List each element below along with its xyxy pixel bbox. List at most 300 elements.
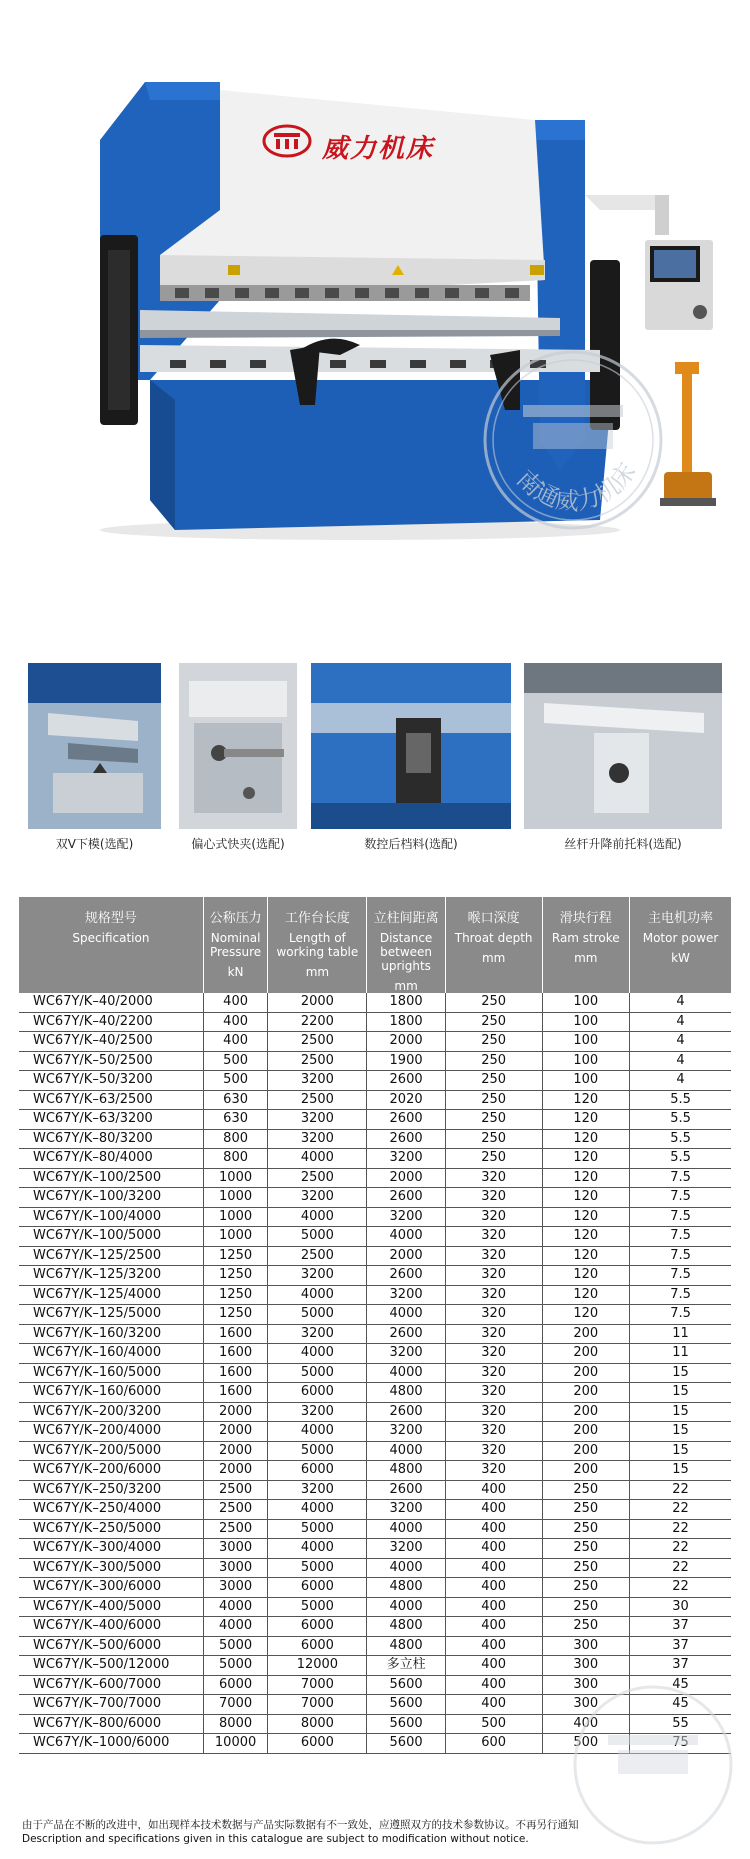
table-cell: 22 <box>630 1539 731 1559</box>
table-cell: 2500 <box>268 1051 367 1071</box>
table-cell: 250 <box>445 1012 542 1032</box>
table-cell: 400 <box>445 1500 542 1520</box>
brand-logo <box>262 124 312 158</box>
table-cell: 4 <box>630 1012 731 1032</box>
column-header-unit: mm <box>481 951 506 965</box>
table-cell: 4800 <box>367 1636 445 1656</box>
table-row <box>19 1188 731 1208</box>
table-cell: 600 <box>445 1734 542 1754</box>
footnotes <box>22 1818 732 1846</box>
table-cell: 5.5 <box>630 1129 731 1149</box>
column-header-unit: mm <box>305 965 330 979</box>
table-cell: 5600 <box>367 1675 445 1695</box>
table-cell: 2020 <box>367 1090 445 1110</box>
table-cell: 320 <box>445 1461 542 1481</box>
table-cell: 22 <box>630 1480 731 1500</box>
table-cell: 8000 <box>268 1714 367 1734</box>
table-cell: 5000 <box>203 1636 268 1656</box>
table-cell: 5000 <box>268 1441 367 1461</box>
table-cell: 7.5 <box>630 1246 731 1266</box>
table-cell: WC67Y/K–300/6000 <box>19 1578 203 1598</box>
table-row <box>19 1051 731 1071</box>
detail-cnc-backgauge <box>311 663 511 858</box>
table-cell: 4000 <box>268 1344 367 1364</box>
table-cell: 4 <box>630 1071 731 1091</box>
table-cell: 7.5 <box>630 1227 731 1247</box>
table-cell: 7.5 <box>630 1305 731 1325</box>
table-cell: 37 <box>630 1656 731 1676</box>
table-cell: 200 <box>542 1441 630 1461</box>
detail-double-v-die <box>28 663 161 858</box>
table-cell: 320 <box>445 1441 542 1461</box>
table-row <box>19 1500 731 1520</box>
table-cell: 120 <box>542 1129 630 1149</box>
table-cell: 320 <box>445 1422 542 1442</box>
table-cell: 400 <box>203 1032 268 1052</box>
table-cell: 2600 <box>367 1071 445 1091</box>
table-cell: 4 <box>630 1051 731 1071</box>
table-cell: 2000 <box>203 1461 268 1481</box>
table-cell: WC67Y/K–80/4000 <box>19 1149 203 1169</box>
table-cell: 4000 <box>268 1539 367 1559</box>
table-row <box>19 1480 731 1500</box>
table-cell: 2600 <box>367 1324 445 1344</box>
table-cell: WC67Y/K–300/4000 <box>19 1539 203 1559</box>
table-cell: 2600 <box>367 1188 445 1208</box>
detail-caption: 双V下模(选配) <box>55 837 134 851</box>
table-cell: 120 <box>542 1090 630 1110</box>
table-cell: 12000 <box>268 1656 367 1676</box>
table-cell: 22 <box>630 1578 731 1598</box>
table-cell: 3200 <box>367 1539 445 1559</box>
column-header <box>445 897 542 993</box>
table-cell: 320 <box>445 1188 542 1208</box>
table-row <box>19 1461 731 1481</box>
table-cell: WC67Y/K–100/3200 <box>19 1188 203 1208</box>
table-cell: WC67Y/K–160/4000 <box>19 1344 203 1364</box>
table-cell: 4800 <box>367 1383 445 1403</box>
table-row <box>19 1207 731 1227</box>
table-cell: 800 <box>203 1149 268 1169</box>
table-cell: WC67Y/K–160/5000 <box>19 1363 203 1383</box>
column-header-cn: 立柱间距离 <box>373 911 439 926</box>
table-cell: WC67Y/K–63/2500 <box>19 1090 203 1110</box>
table-row <box>19 1422 731 1442</box>
table-cell: 22 <box>630 1558 731 1578</box>
table-cell: 320 <box>445 1168 542 1188</box>
column-header-cn: 工作台长度 <box>284 911 350 926</box>
table-cell: 500 <box>203 1051 268 1071</box>
table-cell: WC67Y/K–500/6000 <box>19 1636 203 1656</box>
table-row <box>19 1285 731 1305</box>
table-cell: 300 <box>542 1636 630 1656</box>
table-cell: 120 <box>542 1285 630 1305</box>
table-cell: 15 <box>630 1383 731 1403</box>
table-cell: 3000 <box>203 1578 268 1598</box>
table-cell: WC67Y/K–250/5000 <box>19 1519 203 1539</box>
table-cell: 2500 <box>268 1090 367 1110</box>
table-cell: 2600 <box>367 1480 445 1500</box>
table-cell: 2500 <box>268 1246 367 1266</box>
column-header <box>367 897 445 993</box>
table-cell: 5.5 <box>630 1110 731 1130</box>
table-cell: 8000 <box>203 1714 268 1734</box>
column-header-cn: 公称压力 <box>209 911 262 926</box>
table-cell: 1600 <box>203 1383 268 1403</box>
table-cell: 37 <box>630 1636 731 1656</box>
table-cell: 400 <box>445 1597 542 1617</box>
table-cell: 6000 <box>268 1734 367 1754</box>
table-cell: 7000 <box>268 1675 367 1695</box>
column-header <box>630 897 731 993</box>
table-cell: 15 <box>630 1441 731 1461</box>
table-cell: 200 <box>542 1363 630 1383</box>
table-cell: 120 <box>542 1266 630 1286</box>
table-cell: 500 <box>203 1071 268 1091</box>
table-cell: 320 <box>445 1266 542 1286</box>
table-cell: 200 <box>542 1422 630 1442</box>
table-cell: 4000 <box>367 1227 445 1247</box>
table-cell: 1250 <box>203 1285 268 1305</box>
table-cell: 320 <box>445 1246 542 1266</box>
table-cell: 2000 <box>367 1032 445 1052</box>
table-cell: 320 <box>445 1363 542 1383</box>
table-cell: 400 <box>542 1714 630 1734</box>
table-cell: 2500 <box>203 1500 268 1520</box>
table-cell: 320 <box>445 1285 542 1305</box>
table-cell: 5.5 <box>630 1149 731 1169</box>
table-cell: 200 <box>542 1402 630 1422</box>
table-cell: 400 <box>445 1636 542 1656</box>
footnote-cn: 由于产品在不断的改进中，如出现样本技术数据与产品实际数据有不一致处，应遵照双方的技术参数协议。不再另行通知 <box>22 1819 579 1831</box>
table-cell: 4000 <box>268 1422 367 1442</box>
detail-gallery <box>28 663 722 858</box>
table-cell: 5600 <box>367 1734 445 1754</box>
detail-front-support <box>524 663 722 858</box>
detail-photo <box>179 663 297 829</box>
table-cell: WC67Y/K–125/2500 <box>19 1246 203 1266</box>
table-cell: 1800 <box>367 1012 445 1032</box>
table-cell: 5600 <box>367 1714 445 1734</box>
table-cell: WC67Y/K–400/6000 <box>19 1617 203 1637</box>
detail-eccentric-clamp <box>179 663 297 858</box>
table-cell: 3200 <box>268 1324 367 1344</box>
table-row <box>19 1071 731 1091</box>
table-cell: 45 <box>630 1675 731 1695</box>
table-cell: 320 <box>445 1207 542 1227</box>
table-cell: 2600 <box>367 1266 445 1286</box>
table-cell: 400 <box>445 1695 542 1715</box>
table-cell: WC67Y/K–125/3200 <box>19 1266 203 1286</box>
table-cell: 5000 <box>268 1519 367 1539</box>
table-cell: 1000 <box>203 1188 268 1208</box>
table-cell: 2500 <box>268 1032 367 1052</box>
column-header-unit: mm <box>574 951 598 965</box>
table-cell: 5000 <box>268 1305 367 1325</box>
table-cell: WC67Y/K–250/4000 <box>19 1500 203 1520</box>
table-cell: 400 <box>445 1480 542 1500</box>
table-cell: 300 <box>542 1695 630 1715</box>
table-header-row <box>19 897 731 993</box>
table-cell: 1250 <box>203 1266 268 1286</box>
table-cell: WC67Y/K–200/6000 <box>19 1461 203 1481</box>
table-cell: 1000 <box>203 1227 268 1247</box>
table-cell: 1800 <box>367 993 445 1012</box>
table-cell: 500 <box>445 1714 542 1734</box>
svg-text:南通威力机床: 南通威力机床 <box>510 457 642 516</box>
table-cell: 120 <box>542 1168 630 1188</box>
table-cell: 10000 <box>203 1734 268 1754</box>
table-cell: 4000 <box>367 1363 445 1383</box>
table-cell: 4000 <box>203 1597 268 1617</box>
table-cell: 7000 <box>203 1695 268 1715</box>
table-cell: 120 <box>542 1149 630 1169</box>
table-cell: 7.5 <box>630 1207 731 1227</box>
table-row <box>19 1617 731 1637</box>
table-cell: 100 <box>542 993 630 1012</box>
table-cell: 3200 <box>268 1188 367 1208</box>
table-cell: 630 <box>203 1090 268 1110</box>
table-cell: 1250 <box>203 1246 268 1266</box>
detail-caption: 偏心式快夹(选配) <box>191 837 285 851</box>
table-cell: 3200 <box>367 1344 445 1364</box>
table-cell: 1900 <box>367 1051 445 1071</box>
table-cell: 200 <box>542 1324 630 1344</box>
table-cell: 2600 <box>367 1110 445 1130</box>
table-cell: 120 <box>542 1207 630 1227</box>
table-cell: 320 <box>445 1324 542 1344</box>
table-cell: WC67Y/K–100/4000 <box>19 1207 203 1227</box>
detail-caption: 丝杆升降前托料(选配) <box>564 837 682 851</box>
table-cell: 120 <box>542 1188 630 1208</box>
table-cell: 4000 <box>268 1149 367 1169</box>
table-cell: 250 <box>542 1597 630 1617</box>
table-cell: 5000 <box>268 1363 367 1383</box>
table-cell: 4 <box>630 1032 731 1052</box>
column-header-en: Length of working table <box>276 931 359 959</box>
table-cell: 3200 <box>367 1422 445 1442</box>
table-cell: 7.5 <box>630 1168 731 1188</box>
table-cell: 4000 <box>367 1441 445 1461</box>
table-row <box>19 1266 731 1286</box>
table-cell: 400 <box>445 1656 542 1676</box>
column-header-en: Motor power <box>642 931 719 945</box>
table-cell: 2200 <box>268 1012 367 1032</box>
table-cell: 5600 <box>367 1695 445 1715</box>
table-cell: 120 <box>542 1227 630 1247</box>
table-cell: 3000 <box>203 1539 268 1559</box>
table-cell: 37 <box>630 1617 731 1637</box>
table-cell: 4000 <box>268 1207 367 1227</box>
table-cell: WC67Y/K–500/12000 <box>19 1656 203 1676</box>
table-cell: 2000 <box>367 1246 445 1266</box>
table-cell: 4000 <box>268 1500 367 1520</box>
column-header-cn: 主电机功率 <box>648 911 714 926</box>
table-cell: 11 <box>630 1324 731 1344</box>
table-cell: WC67Y/K–700/7000 <box>19 1695 203 1715</box>
table-row <box>19 1558 731 1578</box>
table-row <box>19 1519 731 1539</box>
table-cell: WC67Y/K–125/4000 <box>19 1285 203 1305</box>
table-row <box>19 1324 731 1344</box>
table-cell: 400 <box>203 993 268 1012</box>
table-row <box>19 1539 731 1559</box>
column-header-en: Throat depth <box>454 931 533 945</box>
table-cell: 2600 <box>367 1129 445 1149</box>
brand-name: 威力机床 <box>322 134 435 164</box>
table-cell: WC67Y/K–300/5000 <box>19 1558 203 1578</box>
table-cell: 400 <box>445 1539 542 1559</box>
table-cell: 320 <box>445 1383 542 1403</box>
table-cell: 30 <box>630 1597 731 1617</box>
table-cell: 100 <box>542 1071 630 1091</box>
table-cell: 4800 <box>367 1578 445 1598</box>
table-cell: 250 <box>445 1032 542 1052</box>
table-row <box>19 1383 731 1403</box>
table-cell: 7.5 <box>630 1188 731 1208</box>
table-cell: WC67Y/K–40/2000 <box>19 993 203 1012</box>
table-cell: 4000 <box>367 1558 445 1578</box>
table-cell: 6000 <box>268 1636 367 1656</box>
table-cell: 4000 <box>367 1597 445 1617</box>
table-cell: 250 <box>445 1051 542 1071</box>
table-cell: 250 <box>445 1110 542 1130</box>
table-cell: 300 <box>542 1656 630 1676</box>
column-header-cn: 规格型号 <box>84 911 137 926</box>
detail-photo <box>524 663 722 829</box>
table-row <box>19 1246 731 1266</box>
table-cell: 120 <box>542 1110 630 1130</box>
table-row <box>19 1636 731 1656</box>
table-row <box>19 1402 731 1422</box>
table-cell: 6000 <box>268 1383 367 1403</box>
table-cell: 400 <box>445 1558 542 1578</box>
table-cell: WC67Y/K–63/3200 <box>19 1110 203 1130</box>
table-cell: 250 <box>445 1071 542 1091</box>
product-hero <box>0 0 750 560</box>
table-cell: WC67Y/K–250/3200 <box>19 1480 203 1500</box>
column-header <box>542 897 630 993</box>
table-row <box>19 1168 731 1188</box>
table-cell: 400 <box>445 1578 542 1598</box>
table-cell: 250 <box>542 1578 630 1598</box>
table-cell: 6000 <box>203 1675 268 1695</box>
table-cell: WC67Y/K–400/5000 <box>19 1597 203 1617</box>
table-cell: 5000 <box>268 1227 367 1247</box>
table-cell: 400 <box>445 1675 542 1695</box>
detail-caption: 数控后档料(选配) <box>364 837 458 851</box>
table-cell: 3000 <box>203 1558 268 1578</box>
table-cell: WC67Y/K–125/5000 <box>19 1305 203 1325</box>
column-header-cn: 滑块行程 <box>559 911 612 926</box>
table-body <box>19 993 731 1753</box>
table-cell: 2500 <box>203 1519 268 1539</box>
table-cell: 7.5 <box>630 1285 731 1305</box>
table-cell: 320 <box>445 1402 542 1422</box>
table-cell: 2000 <box>203 1402 268 1422</box>
table-cell: 250 <box>445 1149 542 1169</box>
table-row <box>19 1012 731 1032</box>
table-cell: WC67Y/K–100/5000 <box>19 1227 203 1247</box>
table-cell: 250 <box>445 1090 542 1110</box>
table-cell: 250 <box>542 1500 630 1520</box>
table-cell: 4000 <box>367 1305 445 1325</box>
table-cell: 100 <box>542 1051 630 1071</box>
table-cell: 多立柱 <box>367 1656 445 1676</box>
table-row <box>19 1227 731 1247</box>
column-header-en: Nominal Pressure <box>209 931 262 959</box>
table-cell: 2600 <box>367 1402 445 1422</box>
table-cell: WC67Y/K–160/3200 <box>19 1324 203 1344</box>
table-cell: 4000 <box>203 1617 268 1637</box>
table-cell: 100 <box>542 1032 630 1052</box>
table-cell: 400 <box>445 1519 542 1539</box>
table-cell: WC67Y/K–800/6000 <box>19 1714 203 1734</box>
watermark-seal <box>478 345 668 535</box>
table-cell: 3200 <box>268 1071 367 1091</box>
table-cell: 15 <box>630 1363 731 1383</box>
table-cell: 250 <box>542 1617 630 1637</box>
table-cell: 3200 <box>268 1266 367 1286</box>
table-cell: WC67Y/K–100/2500 <box>19 1168 203 1188</box>
table-cell: 250 <box>542 1519 630 1539</box>
table-row <box>19 1363 731 1383</box>
table-cell: 15 <box>630 1461 731 1481</box>
column-header-en: Ram stroke <box>551 931 620 945</box>
table-cell: 400 <box>445 1617 542 1637</box>
table-cell: WC67Y/K–200/5000 <box>19 1441 203 1461</box>
table-cell: WC67Y/K–200/3200 <box>19 1402 203 1422</box>
table-row <box>19 1597 731 1617</box>
table-cell: WC67Y/K–50/3200 <box>19 1071 203 1091</box>
table-cell: 320 <box>445 1305 542 1325</box>
table-cell: WC67Y/K–200/4000 <box>19 1422 203 1442</box>
table-cell: WC67Y/K–40/2500 <box>19 1032 203 1052</box>
table-cell: 2000 <box>203 1422 268 1442</box>
table-row <box>19 1149 731 1169</box>
table-cell: 250 <box>542 1539 630 1559</box>
table-cell: 5000 <box>268 1558 367 1578</box>
table-cell: 4 <box>630 993 731 1012</box>
column-header <box>203 897 268 993</box>
column-header-en: Specification <box>72 931 150 945</box>
table-row <box>19 1344 731 1364</box>
table-cell: 1600 <box>203 1344 268 1364</box>
table-cell: 7000 <box>268 1695 367 1715</box>
table-cell: 22 <box>630 1519 731 1539</box>
column-header-unit: mm <box>394 979 418 993</box>
table-cell: 4000 <box>268 1285 367 1305</box>
table-cell: 1250 <box>203 1305 268 1325</box>
table-cell: 5000 <box>268 1597 367 1617</box>
table-cell: 250 <box>542 1480 630 1500</box>
table-cell: 1600 <box>203 1324 268 1344</box>
detail-photo <box>28 663 161 829</box>
table-cell: 55 <box>630 1714 731 1734</box>
table-cell: WC67Y/K–160/6000 <box>19 1383 203 1403</box>
table-cell: 5000 <box>203 1656 268 1676</box>
table-cell: 6000 <box>268 1617 367 1637</box>
table-cell: 500 <box>542 1734 630 1754</box>
table-cell: 2000 <box>367 1168 445 1188</box>
table-cell: WC67Y/K–600/7000 <box>19 1675 203 1695</box>
column-header <box>268 897 367 993</box>
table-cell: 3200 <box>367 1207 445 1227</box>
table-cell: 6000 <box>268 1578 367 1598</box>
table-cell: 4000 <box>367 1519 445 1539</box>
table-row <box>19 1441 731 1461</box>
table-cell: 4800 <box>367 1461 445 1481</box>
